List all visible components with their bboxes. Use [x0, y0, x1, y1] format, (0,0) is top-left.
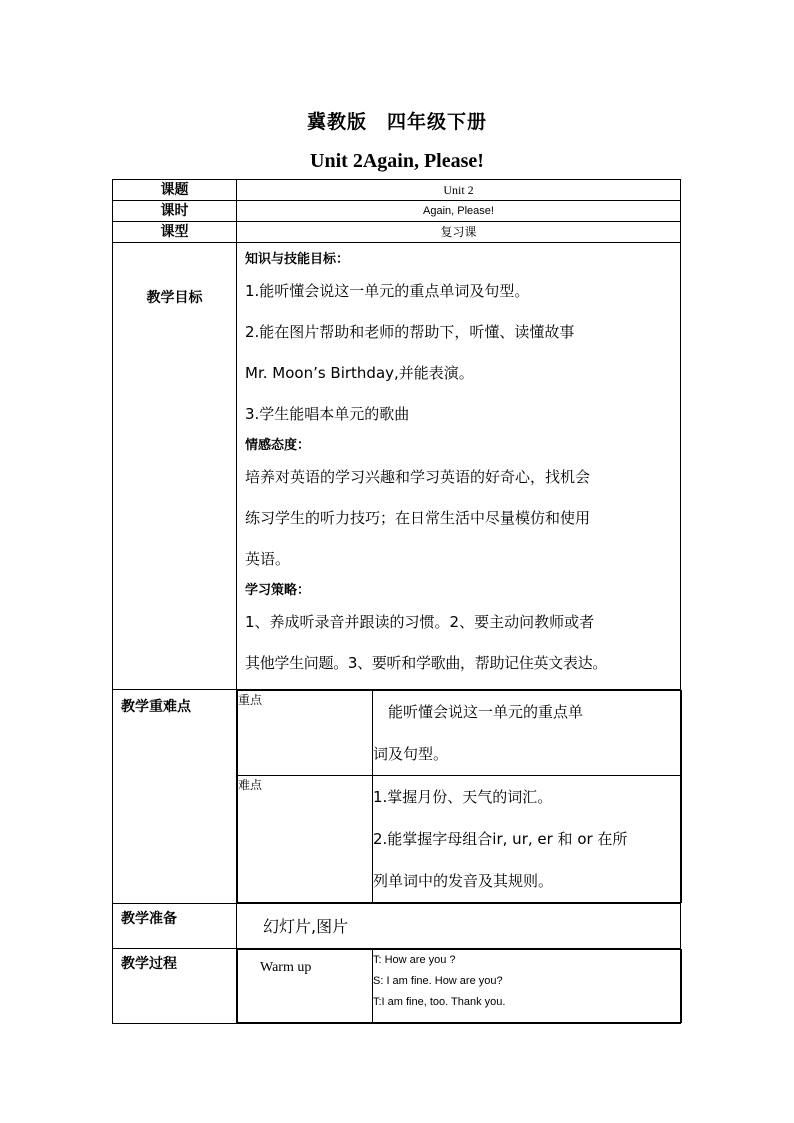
- type-value: 复习课: [237, 222, 681, 243]
- attitude-line: 培养对英语的学习兴趣和学习英语的好奇心，找机会: [245, 468, 591, 486]
- key-point-row: [238, 691, 682, 776]
- process-content: [237, 949, 681, 1024]
- objectives-label: 教学目标: [113, 243, 237, 690]
- row-preparation: [113, 904, 681, 949]
- lesson-plan-table: [112, 179, 681, 1024]
- difficult-point-line: 2.能掌握字母组合ir, ur, er 和 or 在所: [373, 830, 628, 848]
- dialog-line: T: How are you ?: [373, 954, 456, 966]
- process-label: 教学过程: [113, 949, 237, 1024]
- dialog-line: S: I am fine. How are you?: [373, 975, 503, 987]
- row-objectives: [113, 243, 681, 690]
- key-point-line: 能听懂会说这一单元的重点单: [373, 703, 584, 721]
- difficult-point-text: [373, 776, 682, 903]
- topic-label: 课题: [113, 180, 237, 201]
- row-key-difficult: [113, 690, 681, 904]
- period-label: 课时: [113, 201, 237, 222]
- dialog-line: T:I am fine, too. Thank you.: [373, 996, 506, 1008]
- process-dialog: [373, 950, 682, 1023]
- strategy-line: 1、养成听录音并跟读的习惯。2、要主动问教师或者: [245, 613, 595, 631]
- type-label: 课型: [113, 222, 237, 243]
- difficult-point-row: [238, 776, 682, 903]
- knowledge-heading: 知识与技能目标：: [245, 252, 350, 267]
- knowledge-line: 2.能在图片帮助和老师的帮助下，听懂、读懂故事: [245, 323, 575, 341]
- objectives-content: [237, 243, 681, 690]
- knowledge-line: Mr. Moon’s Birthday,并能表演。: [245, 364, 474, 382]
- key-difficult-content: [237, 690, 681, 904]
- difficult-point-label: 难点: [238, 776, 373, 903]
- unit-title: Unit 2Again, Please!: [310, 150, 484, 172]
- process-inner-table: [237, 949, 682, 1023]
- preparation-label: 教学准备: [113, 904, 237, 949]
- knowledge-line: 3.学生能唱本单元的歌曲: [245, 405, 410, 423]
- knowledge-line: 1.能听懂会说这一单元的重点单词及句型。: [245, 282, 530, 300]
- row-period: [113, 201, 681, 222]
- difficult-point-line: 列单词中的发音及其规则。: [373, 872, 554, 890]
- process-stage: Warm up: [238, 950, 373, 1023]
- attitude-line: 英语。: [245, 550, 291, 568]
- key-point-label: 重点: [238, 691, 373, 776]
- key-point-line: 词及句型。: [373, 745, 449, 763]
- row-type: [113, 222, 681, 243]
- key-difficult-label: 教学重难点: [113, 690, 237, 904]
- attitude-line: 练习学生的听力技巧；在日常生活中尽量模仿和使用: [245, 509, 591, 527]
- row-process: [113, 949, 681, 1024]
- preparation-value: 幻灯片,图片: [237, 904, 681, 949]
- process-stage-row: [238, 950, 682, 1023]
- topic-value: Unit 2: [237, 180, 681, 201]
- attitude-heading: 情感态度：: [245, 438, 311, 453]
- strategy-line: 其他学生问题。3、要听和学歌曲，帮助记住英文表达。: [245, 654, 608, 672]
- row-topic: [113, 180, 681, 201]
- key-point-text: [373, 691, 682, 776]
- document-title: 冀教版 四年级下册: [306, 111, 487, 133]
- key-difficult-inner-table: [237, 690, 682, 903]
- strategy-heading: 学习策略：: [245, 583, 311, 598]
- difficult-point-line: 1.掌握月份、天气的词汇。: [373, 788, 553, 806]
- period-value: Again, Please!: [237, 201, 681, 222]
